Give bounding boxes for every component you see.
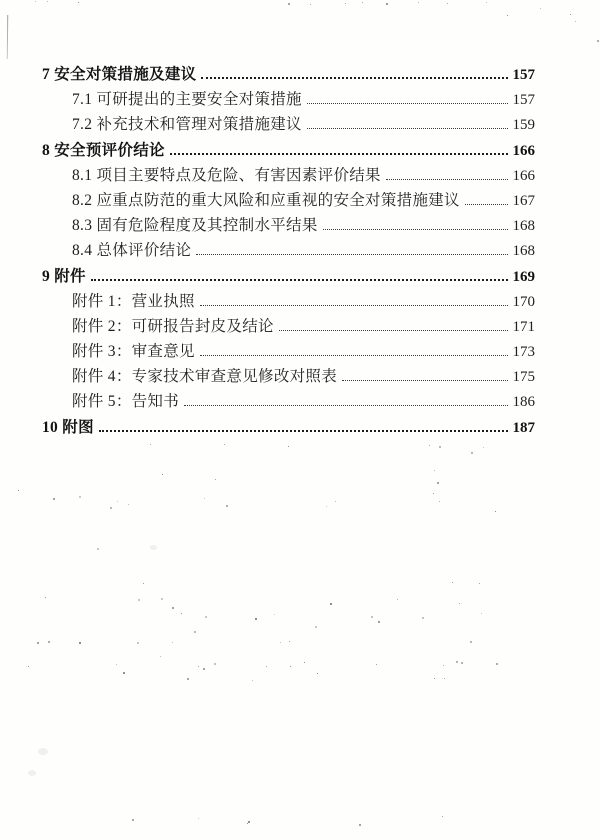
toc-entry [42, 339, 535, 364]
noise-speck [138, 599, 140, 601]
noise-speck [215, 479, 216, 480]
noise-speck [495, 511, 496, 512]
toc-page-number: 168 [512, 243, 535, 260]
noise-speck [205, 616, 207, 618]
dot-leader [386, 179, 508, 180]
noise-speck [255, 618, 257, 620]
toc-entry-label: 10 附图 [42, 418, 94, 436]
noise-speck [570, 14, 571, 15]
noise-speck [123, 672, 125, 674]
dot-leader [99, 430, 508, 432]
dot-leader [465, 204, 508, 205]
noise-speck [434, 470, 435, 471]
noise-speck [116, 664, 117, 665]
toc-entry-label: 附件 4：专家技术审查意见修改对照表 [72, 368, 338, 386]
noise-speck [444, 678, 445, 679]
toc-page-number: 175 [512, 369, 535, 386]
noise-speck [97, 548, 99, 550]
toc-page-number: 159 [512, 117, 535, 134]
noise-speck [28, 666, 29, 667]
toc-entry [42, 188, 535, 213]
noise-speck [359, 824, 361, 826]
dot-leader [91, 279, 508, 281]
toc-entry [42, 87, 535, 112]
toc-page-number: 157 [512, 67, 535, 83]
toc-entry-label: 附件 2：可研报告封皮及结论 [72, 317, 274, 335]
dot-leader [279, 330, 508, 331]
toc-page-number: 170 [512, 293, 535, 310]
noise-speck [128, 504, 129, 505]
noise-speck [288, 3, 290, 5]
dot-leader [342, 380, 508, 381]
noise-speck [172, 607, 174, 609]
noise-speck [439, 446, 441, 448]
noise-speck [274, 614, 275, 615]
scan-edge-artifact [7, 15, 8, 59]
noise-speck [371, 616, 373, 618]
noise-speck [456, 661, 458, 663]
toc-page-number: 187 [512, 419, 535, 436]
noise-speck [378, 621, 380, 623]
toc-entry-label: 8 安全预评价结论 [42, 141, 165, 159]
noise-speck [397, 599, 398, 600]
noise-speck [266, 666, 267, 667]
noise-speck [132, 819, 134, 821]
noise-speck [452, 582, 453, 583]
noise-speck [187, 678, 189, 680]
noise-speck [198, 666, 199, 667]
noise-speck [45, 597, 46, 598]
toc-entry [42, 289, 535, 314]
toc-entry [42, 314, 535, 339]
noise-speck [226, 505, 228, 507]
toc-entry [42, 112, 535, 137]
toc-entry-label: 附件 5：告知书 [72, 393, 180, 411]
noise-speck [117, 501, 118, 502]
noise-speck [422, 617, 424, 619]
noise-speck [439, 501, 440, 502]
dot-leader [170, 153, 508, 155]
noise-speck [289, 641, 290, 642]
noise-speck [204, 498, 205, 499]
noise-speck [418, 2, 419, 3]
toc-entry [42, 264, 535, 289]
dot-leader [307, 128, 508, 129]
noise-speck [437, 482, 439, 484]
noise-speck [376, 664, 377, 665]
paper-smudge [38, 748, 48, 755]
noise-speck [317, 673, 318, 674]
noise-speck [290, 666, 291, 667]
noise-speck [326, 506, 327, 507]
noise-speck [110, 507, 112, 509]
noise-speck [162, 474, 163, 475]
toc-page-number: 173 [512, 344, 535, 361]
toc-entry-label: 8.4 总体评价结论 [72, 242, 192, 260]
noise-speck [486, 2, 487, 3]
noise-speck [470, 641, 472, 643]
noise-speck [461, 662, 463, 664]
noise-speck [386, 3, 388, 5]
noise-speck [288, 446, 289, 447]
toc-entry [42, 238, 535, 263]
noise-speck [443, 665, 444, 666]
toc-entry-label: 9 附件 [42, 267, 86, 285]
toc-page-number: 157 [512, 92, 535, 109]
toc-entry [42, 213, 535, 238]
paper-smudge [150, 545, 157, 550]
noise-speck [362, 2, 363, 3]
toc-entry [42, 138, 535, 163]
noise-speck [507, 15, 508, 16]
noise-speck [161, 598, 163, 600]
toc-entry-label: 8.2 应重点防范的重大风险和应重视的安全对策措施建议 [72, 191, 460, 209]
toc-entry [42, 163, 535, 188]
toc-entry-label: 7 安全对策措施及建议 [42, 66, 197, 83]
dot-leader [307, 103, 508, 104]
noise-speck [429, 445, 430, 446]
noise-speck [330, 603, 332, 605]
noise-speck [540, 8, 541, 9]
noise-speck [247, 823, 248, 824]
noise-speck [447, 3, 448, 4]
paper-smudge [28, 770, 36, 776]
dot-leader [200, 305, 508, 306]
noise-speck [37, 642, 39, 644]
noise-speck [160, 656, 161, 657]
noise-speck [214, 663, 216, 665]
toc-entry [42, 389, 535, 414]
noise-speck [224, 444, 225, 445]
noise-speck [35, 1, 36, 2]
toc-entry [42, 62, 535, 87]
noise-speck [335, 501, 336, 502]
noise-speck [194, 631, 196, 633]
noise-speck [143, 583, 144, 584]
noise-speck [150, 444, 151, 445]
noise-speck [459, 603, 460, 604]
noise-speck [18, 490, 19, 491]
noise-speck [433, 493, 434, 494]
toc-entry-label: 7.1 可研提出的主要安全对策措施 [72, 91, 302, 109]
noise-speck [481, 613, 482, 614]
noise-speck [198, 818, 199, 819]
noise-speck [78, 2, 79, 3]
noise-speck [48, 641, 50, 643]
toc-page-number: 171 [512, 318, 535, 335]
noise-speck [47, 1, 48, 2]
toc-list [42, 62, 535, 440]
toc-entry-label: 8.3 固有危险程度及其控制水平结果 [72, 217, 318, 235]
noise-speck [442, 816, 443, 817]
dot-leader [201, 77, 508, 79]
toc-entry-label: 7.2 补充技术和管理对策措施建议 [72, 116, 302, 134]
toc-entry-label: 附件 3：审查意见 [72, 343, 195, 361]
toc-entry-label: 附件 1：营业执照 [72, 292, 195, 310]
noise-speck [479, 583, 480, 584]
toc-page-number: 168 [512, 218, 535, 235]
noise-speck [79, 496, 81, 498]
dot-leader [184, 405, 508, 406]
noise-speck [181, 613, 182, 614]
toc-page-number: 166 [512, 167, 535, 184]
noise-speck [345, 3, 346, 4]
noise-speck [434, 678, 435, 679]
noise-speck [203, 668, 205, 670]
noise-speck [310, 4, 311, 5]
dot-leader [323, 229, 508, 230]
noise-speck [53, 498, 55, 500]
toc-page-number: 167 [512, 192, 535, 209]
noise-speck [315, 626, 317, 628]
noise-speck [575, 21, 576, 22]
dot-leader [196, 254, 508, 255]
noise-speck [248, 821, 250, 823]
noise-speck [280, 642, 281, 643]
toc-entry [42, 364, 535, 389]
noise-speck [172, 642, 173, 643]
dot-leader [200, 355, 508, 356]
toc-entry-label: 8.1 项目主要特点及危险、有害因素评价结果 [72, 166, 381, 184]
noise-speck [137, 642, 139, 644]
toc-page-number: 186 [512, 394, 535, 411]
toc-page-number: 169 [512, 268, 535, 285]
noise-speck [483, 447, 484, 448]
noise-speck [496, 663, 498, 665]
noise-speck [597, 40, 599, 42]
noise-speck [79, 642, 81, 644]
noise-speck [252, 680, 253, 681]
toc-entry [42, 415, 535, 440]
toc-page-number: 166 [512, 142, 535, 159]
noise-speck [471, 452, 473, 454]
noise-speck [304, 662, 305, 663]
